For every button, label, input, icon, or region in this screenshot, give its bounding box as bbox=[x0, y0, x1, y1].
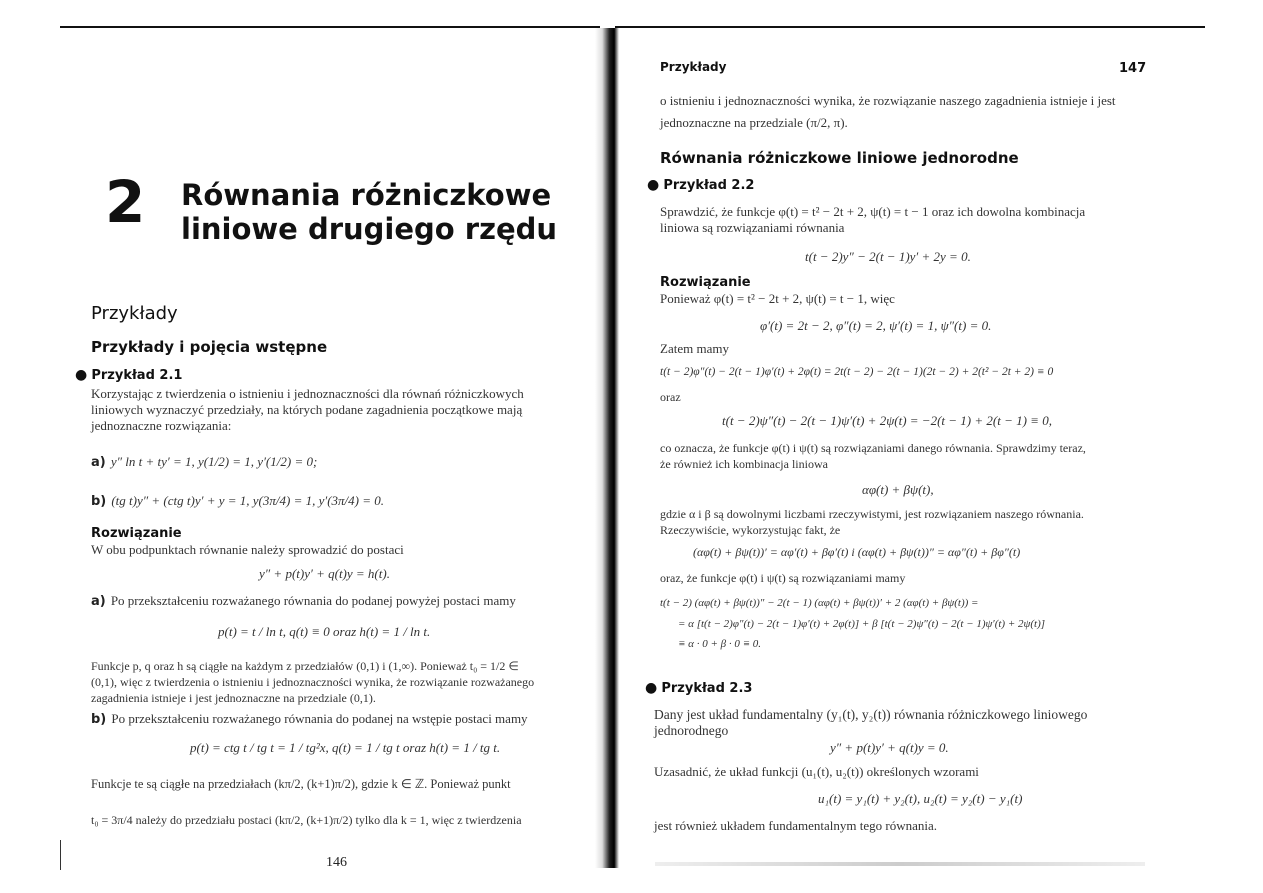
solution-line2: Zatem mamy bbox=[660, 341, 729, 356]
example-2-2-equation: t(t − 2)y″ − 2(t − 1)y′ + 2y = 0. bbox=[805, 249, 971, 264]
example-2-1-text bbox=[91, 386, 591, 434]
item-a bbox=[91, 451, 317, 470]
solution-line3: oraz bbox=[660, 390, 681, 404]
top-rule-left bbox=[60, 26, 600, 28]
text-line: Sprawdzić, że funkcje φ(t) = t² − 2t + 2, ψ(t) = t − 1 oraz ich dowolna kombinacja bbox=[660, 204, 1086, 219]
text-line: gdzie α i β są dowolnymi liczbami rzeczywistymi, jest rozwiązaniem naszego równania. bbox=[660, 507, 1084, 521]
text-line: jednoznaczne na przedziale (π/2, π). bbox=[660, 115, 848, 130]
section-heading: Przykłady bbox=[91, 303, 178, 324]
solution-para2 bbox=[660, 506, 1155, 538]
item-b bbox=[91, 490, 384, 509]
page-number-left: 146 bbox=[326, 855, 347, 870]
solution-eq6b: = α [t(t − 2)φ″(t) − 2(t − 1)φ′(t) + 2φ(t)] + β [t(t − 2)ψ″(t) − 2(t − 1)ψ′(t) + 2ψ(t)] bbox=[678, 618, 1046, 630]
text-line: że również ich kombinacja liniowa bbox=[660, 457, 828, 471]
text-line: Rzeczywiście, wykorzystując fakt, że bbox=[660, 523, 841, 537]
part-a-text: Po przekształceniu rozważanego równania do podanej powyżej postaci mamy bbox=[110, 593, 516, 608]
left-margin-rule bbox=[60, 840, 61, 870]
solution-intro: W obu podpunktach równanie należy sprowadzić do postaci bbox=[91, 542, 404, 557]
subsection-heading: Przykłady i pojęcia wstępne bbox=[91, 338, 328, 356]
example-2-3-text bbox=[654, 707, 1154, 739]
item-b-math: (tg t)y″ + (ctg t)y′ + y = 1, y(3π/4) = 1, y′(3π/4) = 0. bbox=[111, 493, 385, 508]
solution-para1 bbox=[660, 440, 1155, 472]
item-a-math: y″ ln t + ty′ = 1, y(1/2) = 1, y′(1/2) = 0; bbox=[110, 454, 318, 469]
part-a-equation: p(t) = t / ln t, q(t) ≡ 0 oraz h(t) = 1 / ln t. bbox=[218, 624, 431, 639]
example-2-1-label: Przykład 2.1 bbox=[91, 368, 183, 383]
part-b bbox=[91, 708, 528, 727]
book-spine bbox=[595, 28, 619, 868]
example-2-3-label: Przykład 2.3 bbox=[661, 681, 753, 696]
part-a bbox=[91, 590, 516, 609]
item-a-label: a) bbox=[91, 455, 106, 470]
text-line: jednoznaczne rozwiązania: bbox=[91, 418, 232, 433]
example-2-3-equation: y″ + p(t)y′ + q(t)y = 0. bbox=[830, 740, 949, 755]
example-2-2-text bbox=[660, 204, 1150, 236]
top-rule-right bbox=[615, 26, 1205, 28]
part-a-label: a) bbox=[91, 594, 106, 609]
text-line: zagadnienia istnieje i jest jednoznaczne na przedziale (0,1). bbox=[91, 691, 376, 705]
example-2-2-label: Przykład 2.2 bbox=[663, 178, 755, 193]
intro-text bbox=[660, 93, 1150, 131]
text-line: liniowa są rozwiązaniami równania bbox=[660, 220, 845, 235]
solution-eq3: t(t − 2)ψ″(t) − 2(t − 1)ψ′(t) + 2ψ(t) = −2(t − 1) + 2(t − 1) ≡ 0, bbox=[722, 413, 1052, 428]
item-b-label: b) bbox=[91, 494, 107, 509]
part-b-label: b) bbox=[91, 712, 107, 727]
part-b-line2: t₀ = 3π/4 należy do przedziału postaci (kπ/2, (k+1)π/2) tylko dla k = 1, więc z twierdzenia bbox=[91, 813, 522, 827]
example-2-3-heading bbox=[645, 680, 752, 696]
example-2-3-equation2: u₁(t) = y₁(t) + y₂(t), u₂(t) = y₂(t) − y₁(t) bbox=[818, 791, 1023, 806]
solution-eq6a: t(t − 2) (αφ(t) + βψ(t))″ − 2(t − 1) (αφ(t) + βψ(t))′ + 2 (αφ(t) + βψ(t)) = bbox=[660, 597, 979, 609]
text-line: Dany jest układ fundamentalny (y₁(t), y₂(t)) równania różniczkowego liniowego bbox=[654, 707, 1088, 722]
text-line: liniowych wyznaczyć przedziały, na których podane zagadnienia początkowe mają bbox=[91, 402, 523, 417]
solution-eq5: (αφ(t) + βψ(t))′ = αφ′(t) + βφ′(t) i (αφ(t) + βψ(t))″ = αφ″(t) + βφ″(t) bbox=[693, 545, 1021, 559]
example-2-1-heading bbox=[75, 367, 182, 383]
solution-label-right: Rozwiązanie bbox=[660, 275, 751, 290]
solution-line1: Ponieważ φ(t) = t² − 2t + 2, ψ(t) = t − 1, więc bbox=[660, 291, 895, 306]
bottom-edge-shadow bbox=[655, 862, 1145, 866]
running-head: Przykłady bbox=[660, 60, 727, 74]
page-number-right: 147 bbox=[1119, 61, 1147, 76]
bullet-icon: ● bbox=[75, 367, 88, 383]
text-line: Funkcje p, q oraz h są ciągłe na każdym z przedziałów (0,1) i (1,∞). Ponieważ t₀ = 1/2 ∈ bbox=[91, 659, 519, 673]
part-b-line1: Funkcje te są ciągłe na przedziałach (kπ/2, (k+1)π/2), gdzie k ∈ ℤ. Ponieważ punkt bbox=[91, 777, 511, 791]
text-line: (0,1), więc z twierdzenia o istnieniu i jednoznaczności wynika, że rozwiązanie rozważanego bbox=[91, 675, 535, 689]
chapter-title-line2: liniowe drugiego rzędu bbox=[181, 212, 558, 246]
example-2-3-line2: Uzasadnić, że układ funkcji (u₁(t), u₂(t)) określonych wzorami bbox=[654, 764, 979, 779]
solution-eq6c: ≡ α · 0 + β · 0 ≡ 0. bbox=[678, 638, 762, 650]
example-2-2-heading bbox=[647, 177, 754, 193]
chapter-title-line1: Równania różniczkowe bbox=[181, 178, 552, 212]
text-line: jednorodnego bbox=[654, 723, 729, 738]
part-a-conclusion bbox=[91, 658, 596, 706]
text-line: Korzystając z twierdzenia o istnieniu i jednoznaczności dla równań różniczkowych bbox=[91, 386, 524, 401]
bullet-icon: ● bbox=[647, 177, 660, 193]
solution-equation: y″ + p(t)y′ + q(t)y = h(t). bbox=[259, 566, 390, 581]
section-heading-homogeneous: Równania różniczkowe liniowe jednorodne bbox=[660, 149, 1019, 167]
text-line: co oznacza, że funkcje φ(t) i ψ(t) są rozwiązaniami danego równania. Sprawdzimy teraz, bbox=[660, 441, 1086, 455]
example-2-3-last: jest również układem fundamentalnym tego równania. bbox=[654, 818, 938, 833]
bullet-icon: ● bbox=[645, 680, 658, 696]
solution-eq1: φ′(t) = 2t − 2, φ″(t) = 2, ψ′(t) = 1, ψ″(t) = 0. bbox=[760, 318, 992, 333]
solution-eq4: αφ(t) + βψ(t), bbox=[862, 482, 934, 497]
solution-eq2: t(t − 2)φ″(t) − 2(t − 1)φ′(t) + 2φ(t) = 2t(t − 2) − 2(t − 1)(2t − 2) + 2(t² − 2t + 2) ≡ 0 bbox=[660, 366, 1054, 378]
solution-label: Rozwiązanie bbox=[91, 526, 182, 541]
part-b-text: Po przekształceniu rozważanego równania do podanej na wstępie postaci mamy bbox=[111, 711, 528, 726]
solution-line4: oraz, że funkcje φ(t) i ψ(t) są rozwiązaniami mamy bbox=[660, 571, 906, 585]
text-line: o istnieniu i jednoznaczności wynika, że rozwiązanie naszego zagadnienia istnieje i jest bbox=[660, 93, 1116, 108]
chapter-number: 2 bbox=[105, 168, 146, 236]
part-b-equation: p(t) = ctg t / tg t = 1 / tg²x, q(t) = 1 / tg t oraz h(t) = 1 / tg t. bbox=[190, 740, 501, 755]
